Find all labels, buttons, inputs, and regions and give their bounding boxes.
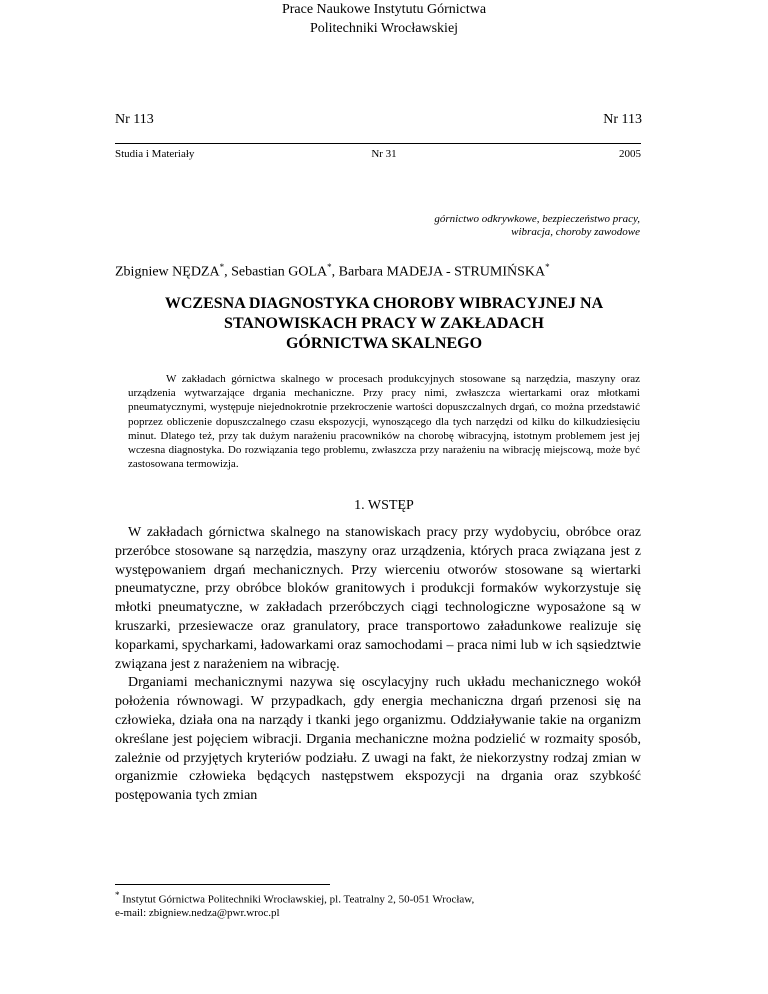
author-2: , Sebastian GOLA: [224, 264, 328, 280]
issue-number-right: Nr 113: [603, 112, 642, 127]
author-3: , Barbara MADEJA - STRUMIŃSKA: [331, 264, 546, 280]
keywords-line1: górnictwo odkrywkowe, bezpieczeństwo pracy,: [434, 213, 640, 225]
author-2-footnote-mark: *: [327, 262, 332, 272]
footnote: [115, 889, 641, 920]
footnote-rule: [115, 884, 330, 885]
paper-title: [0, 294, 768, 354]
author-list: [115, 262, 550, 281]
keywords-line2: wibracja, choroby zawodowe: [511, 226, 640, 238]
series-name: Studia i Materiały: [115, 148, 195, 160]
journal-name-line2: Politechniki Wrocławskiej: [309, 21, 459, 36]
author-1-footnote-mark: *: [219, 262, 225, 272]
footnote-line1: [115, 889, 641, 907]
publication-year: 2005: [619, 148, 641, 160]
section-heading: 1. WSTĘP: [354, 498, 414, 513]
abstract: W zakładach górnictwa skalnego w procesach produkcyjnych stosowane są narzędzia, maszyny oraz urządzenia wytwarzające drgania mechaniczne. Przy pracy nimi, zwłaszcza wiertarkami oraz młotkami pneumatycznymi, występuje niejednokrotnie przekroczenie wartości dopuszczalnych drgań, co można przedstawić poprzez obliczenie dopuszczalnego czasu ekspozycji, wynoszącego dla tych narzędzi od kilku do kilkudziesięciu minut. Dlatego też, przy tak dużym narażeniu pracowników na chorobę wibracyjną, istotnym problemem jest jej wczesna diagnostyka. Do rozwiązania tego problemu, zwłaszcza przy narażeniu na wibrację miejscową, może być zastosowana termowizja.: [128, 373, 640, 471]
body-text: [115, 524, 641, 806]
body-paragraph-2: Drganiami mechanicznymi nazywa się oscylacyjny ruch układu mechanicznego wokół położenia równowagi. W przypadkach, gdy energia mechaniczna drgań przenosi się na człowieka, działa ona na narządy i tkanki jego organizmu. Oddziaływanie takie na organizm określane jest pojęciem wibracji. Drgania mechaniczne można podzielić w rozmaity sposób, zależnie od przyjętych kryteriów podziału. Z uwagi na fakt, że niekorzystny rodzaj zmian w organizmie człowieka będących następstwem ekspozycji na drgania oraz szybkość postępowania tych zmian: [115, 675, 641, 804]
keywords: [240, 213, 640, 239]
title-line3: GÓRNICTWA SKALNEGO: [285, 335, 483, 352]
title-line2: STANOWISKACH PRACY W ZAKŁADACH: [224, 315, 544, 332]
footnote-mark: *: [115, 890, 120, 900]
author-3-footnote-mark: *: [545, 262, 550, 272]
journal-name-line1: Prace Naukowe Instytutu Górnictwa: [281, 2, 487, 17]
header-rule: [115, 143, 641, 144]
contact-email: e-mail: zbigniew.nedza@pwr.wroc.pl: [115, 906, 280, 919]
body-paragraph-1: W zakładach górnictwa skalnego na stanowiskach pracy przy wydobyciu, obróbce oraz przeróbce stosowane są narzędzia, maszyny oraz urządzenia, których praca związana jest z występowaniem drgań mechanicznych. Przy wierceniu otworów stosowane są wiertarki pneumatyczne, przy obróbce bloków granitowych i produkcji formaków wykorzystuje się młotki pneumatyczne, w zakładach przeróbczych ciągi technologiczne wyposażone są w kruszarki, przesiewacze oraz granulatory, prace transportowo załadunkowe realizuje się koparkami, spycharkami, ładowarkami oraz samochodami – praca nimi lub w ich sąsiedztwie związana jest z narażeniem na wibrację.: [115, 525, 641, 672]
author-1: Zbigniew NĘDZA: [115, 264, 220, 280]
series-issue: Nr 31: [371, 148, 397, 160]
affiliation-text: Instytut Górnictwa Politechniki Wrocławskiej, pl. Teatralny 2, 50-051 Wrocław,: [119, 893, 475, 906]
title-line1: WCZESNA DIAGNOSTYKA CHOROBY WIBRACYJNEJ NA: [164, 295, 604, 312]
issue-number-left: Nr 113: [115, 112, 154, 127]
journal-name: [0, 0, 768, 38]
